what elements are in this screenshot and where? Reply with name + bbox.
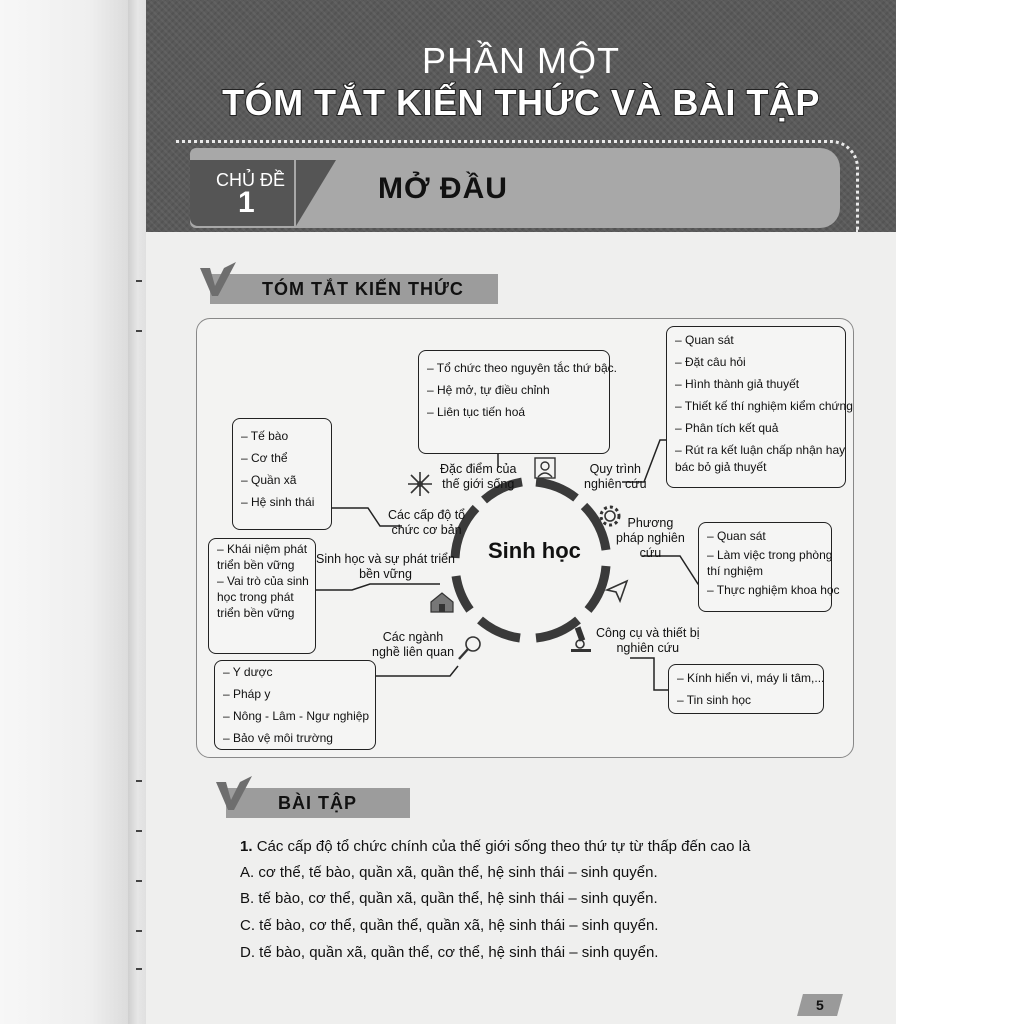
page-number: 5 [816,997,824,1013]
box-levels: – Tế bào – Cơ thể – Quần xã – Hệ sinh thái [232,418,332,530]
molecule-icon [406,470,434,498]
question-number: 1. [240,838,253,855]
send-arrow-icon [604,578,630,604]
node-tools: Công cụ và thiết bị nghiên cứu [596,626,700,655]
chapter-label: CHỦ ĐỀ [216,170,286,190]
box-methods: – Quan sát – Làm việc trong phòng thí nghiệm – Thực nghiệm khoa học [698,522,832,612]
node-levels: Các cấp độ tổ chức cơ bản [388,508,466,537]
option-b: B. tế bào, cơ thể, quần xã, quần thể, hệ sinh thái – sinh quyển. [240,890,658,907]
person-icon [533,456,557,480]
microscope-icon [566,624,596,654]
box-sustainable: – Khái niệm phát triển bền vững – Vai trò của sinh học trong phát triển bền vững [208,538,316,654]
node-process: Quy trình nghiên cứu [584,462,647,491]
node-careers: Các ngành nghề liên quan [372,630,455,659]
main-title: TÓM TẮT KIẾN THỨC VÀ BÀI TẬP [222,82,820,123]
magnifier-icon [456,634,484,662]
box-process: – Quan sát – Đặt câu hỏi – Hình thành giả thuyết – Thiết kế thí nghiệm kiểm chứng – Phân tích kết quả – Rút ra kết luận chấp nhận hay bác bỏ giả thuyết [666,326,846,488]
question-stem [240,838,750,855]
summary-banner-label: TÓM TẮT KIẾN THỨC [262,279,464,299]
option-d: D. tế bào, quần xã, quần thể, cơ thể, hệ sinh thái – sinh quyển. [240,944,659,961]
part-title: PHẦN MỘT [421,40,620,81]
question-text: Các cấp độ tổ chức chính của thế giới sống theo thứ tự từ thấp đến cao là [256,838,751,855]
box-tools: – Kính hiển vi, máy li tâm,... – Tin sinh học [668,664,824,714]
chapter-number: 1 [238,186,255,219]
box-features: – Tổ chức theo nguyên tắc thứ bậc. – Hệ mở, tự điều chỉnh – Liên tục tiến hoá [418,350,610,454]
house-icon [428,590,456,614]
exercises-banner-label: BÀI TẬP [278,793,357,813]
exercises-banner [226,788,410,818]
center-topic: Sinh học [488,538,581,563]
option-c: C. tế bào, cơ thể, quần thể, quần xã, hệ sinh thái – sinh quyển. [240,917,659,934]
page-number-badge [797,994,843,1016]
box-careers: – Y dược – Pháp y – Nông - Lâm - Ngư nghiệp – Bảo vệ môi trường [214,660,376,750]
chapter-title: MỞ ĐẦU [378,172,508,205]
node-methods: Phương pháp nghiên cứu [616,516,685,560]
node-features: Đặc điểm của thế giới sống [440,462,517,491]
option-a: A. cơ thể, tế bào, quần xã, quần thể, hệ sinh thái – sinh quyển. [240,864,658,881]
checkmark-icon [214,774,254,814]
node-sustainable: Sinh học và sự phát triển bền vững [316,552,456,581]
